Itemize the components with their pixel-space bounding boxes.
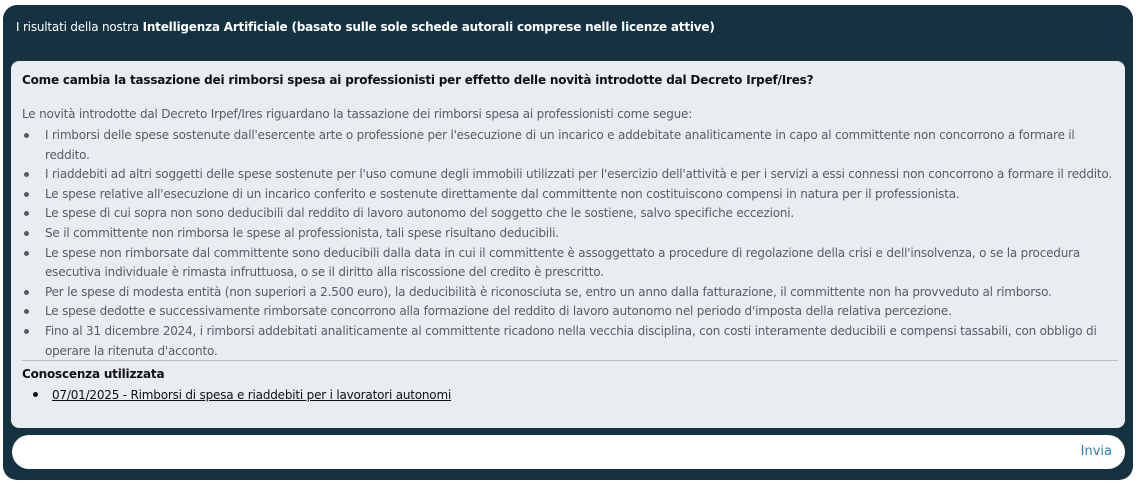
bullet-dot-icon [24,329,29,334]
answer-bullet [22,185,1117,205]
answer-bullet-list [22,126,1117,361]
bullet-dot-icon [24,192,29,197]
answer-bullet-text: Le spese relative all'esecuzione di un incarico conferito e sostenute direttamente dal committente non costituiscono compensi in natura per il professionista. [45,186,960,201]
answer-bullet-text: Le spese dedotte e successivamente rimborsate concorrono alla formazione del reddito di lavoro autonomo nel periodo d'imposta della relativa percezione. [45,304,952,319]
bullet-dot-icon [24,133,29,138]
answer-bullet [22,204,1117,224]
send-button[interactable]: Invia [1080,444,1112,459]
question-title: Come cambia la tassazione dei rimborsi spesa ai professionisti per effetto delle novità introdotte dal Decreto Irpef/Ires? [22,73,814,87]
bullet-dot-icon [24,172,29,177]
knowledge-item [22,387,451,404]
answer-bullet [22,224,1117,244]
answer-bullet [22,322,1117,361]
answer-card [11,61,1125,428]
answer-bullet-text: Fino al 31 dicembre 2024, i rimborsi addebitati analiticamente al committente ricadono nella vecchia disciplina, con costi interamente deducibili e compensi tassabili, con obbligo di operare la ritenuta d'acconto. [45,323,1097,358]
answer-bullet-text: Le spese non rimborsate dal committente sono deducibili dalla data in cui il committente è assoggettato a procedure di regolazione della crisi e dell'insolvenza, o se la procedura esecutiva individuale è rimasta infruttuosa, o se il diritto alla riscossione del credito è prescritto. [45,245,1080,280]
knowledge-source-link[interactable]: 07/01/2025 - Rimborsi di spesa e riaddebiti per i lavoratori autonomi [52,388,452,402]
answer-bullet-text: Per le spese di modesta entità (non superiori a 2.500 euro), la deducibilità è riconosciuta se, entro un anno dalla fatturazione, il committente non ha provveduto al rimborso. [45,284,1052,299]
bullet-dot-icon [24,211,29,216]
bullet-dot-icon [24,231,29,236]
answer-bullet-text: Le spese di cui sopra non sono deducibili dal reddito di lavoro autonomo del soggetto che le sostiene, salvo specifiche eccezioni. [45,206,795,221]
answer-bullet-text: I rimborsi delle spese sostenute dall'esercente arte o professione per l'esecuzione di un incarico e addebitate analiticamente in capo al committente non concorrono a formare il reddito. [45,128,1075,162]
answer-bullet [22,302,1117,322]
bullet-dot-icon [33,392,38,397]
panel-header [16,20,715,34]
section-divider [22,360,1118,361]
answer-bullet [22,244,1117,283]
header-prefix: I risultati della nostra [16,20,143,34]
ai-results-panel [3,5,1133,480]
answer-bullet [22,165,1117,185]
bullet-dot-icon [24,290,29,295]
chat-input-bar [12,435,1125,469]
answer-bullet-text: I riaddebiti ad altri soggetti delle spese sostenute per l'uso comune degli immobili utilizzati per l'esercizio dell'attività e per i servizi a essi connessi non concorrono a formare il reddito. [45,167,1112,182]
answer-bullet [22,283,1117,303]
bullet-dot-icon [24,251,29,256]
header-bold: Intelligenza Artificiale (basato sulle sole schede autorali comprese nelle licenze attive) [142,20,715,34]
answer-intro: Le novità introdotte dal Decreto Irpef/Ires riguardano la tassazione dei rimborsi spesa ai professionisti come segue: [22,107,693,121]
question-input[interactable] [26,441,1070,465]
answer-bullet [22,126,1117,165]
knowledge-title: Conoscenza utilizzata [22,367,165,381]
bullet-dot-icon [24,309,29,314]
answer-bullet-text: Se il committente non rimborsa le spese al professionista, tali spese risultano deducibili. [45,225,559,240]
knowledge-list [22,387,451,404]
